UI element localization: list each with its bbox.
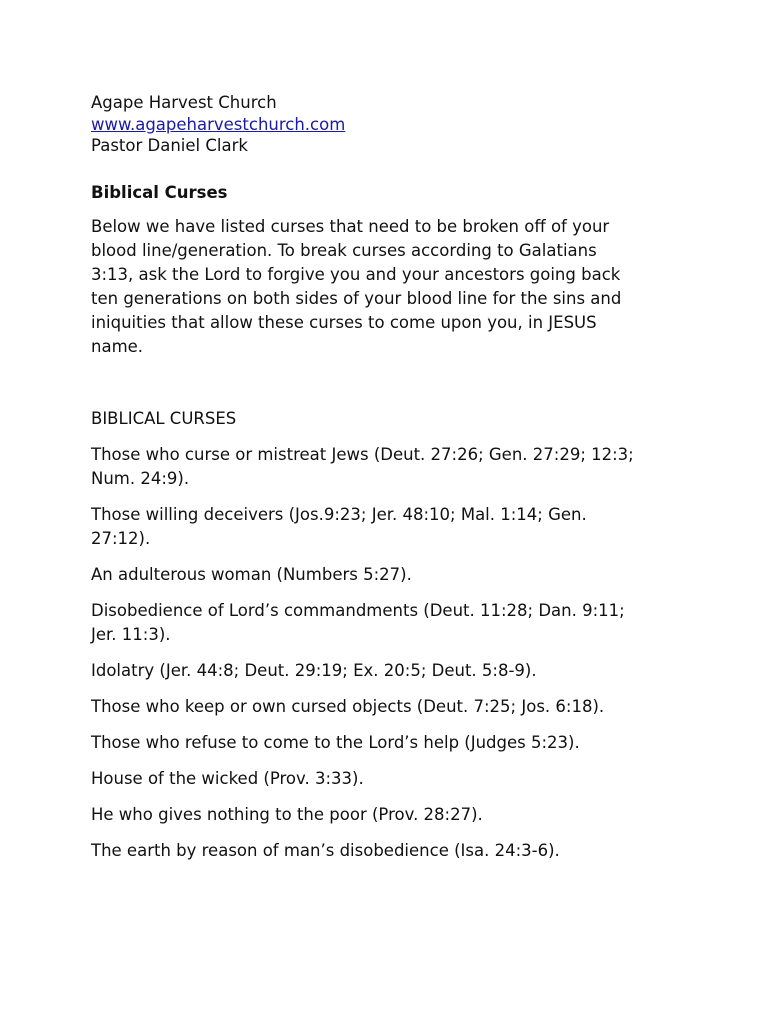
intro-line: Below we have listed curses that need to be broken off of your xyxy=(91,216,610,236)
list-item-line: Num. 24:9). xyxy=(91,468,190,488)
pastor-name: Pastor Daniel Clark xyxy=(91,136,248,155)
document-body xyxy=(91,92,691,863)
list-item xyxy=(91,731,691,755)
list-item-line: Those who keep or own cursed objects (Deut. 7:25; Jos. 6:18). xyxy=(91,696,605,716)
intro-line: 3:13, ask the Lord to forgive you and your ancestors going back xyxy=(91,264,621,284)
list-item xyxy=(91,599,691,647)
list-item-line: House of the wicked (Prov. 3:33). xyxy=(91,768,364,788)
section-label: BIBLICAL CURSES xyxy=(91,408,237,428)
list-item xyxy=(91,443,691,491)
list-item-line: Idolatry (Jer. 44:8; Deut. 29:19; Ex. 20:5; Deut. 5:8-9). xyxy=(91,660,537,680)
list-item xyxy=(91,695,691,719)
church-name: Agape Harvest Church xyxy=(91,93,277,112)
list-item-line: Jer. 11:3). xyxy=(91,624,171,644)
list-item xyxy=(91,767,691,791)
list-item-line: Those who curse or mistreat Jews (Deut. 27:26; Gen. 27:29; 12:3; xyxy=(91,444,634,464)
list-item-line: Disobedience of Lord’s commandments (Deut. 11:28; Dan. 9:11; xyxy=(91,600,625,620)
intro-line: ten generations on both sides of your blood line for the sins and xyxy=(91,288,622,308)
intro-line: name. xyxy=(91,336,144,356)
list-item xyxy=(91,659,691,683)
list-item-line: 27:12). xyxy=(91,528,151,548)
curse-list xyxy=(91,443,691,863)
intro-line: blood line/generation. To break curses according to Galatians xyxy=(91,240,597,260)
church-header xyxy=(91,92,691,157)
list-item xyxy=(91,503,691,551)
list-item-line: Those willing deceivers (Jos.9:23; Jer. 48:10; Mal. 1:14; Gen. xyxy=(91,504,587,524)
page-title: Biblical Curses xyxy=(91,182,228,202)
list-item xyxy=(91,839,691,863)
list-item xyxy=(91,803,691,827)
list-item-line: Those who refuse to come to the Lord’s help (Judges 5:23). xyxy=(91,732,580,752)
intro-line: iniquities that allow these curses to come upon you, in JESUS xyxy=(91,312,597,332)
list-item-line: He who gives nothing to the poor (Prov. 28:27). xyxy=(91,804,483,824)
list-item-line: The earth by reason of man’s disobedience (Isa. 24:3-6). xyxy=(91,840,560,860)
website-link[interactable]: www.agapeharvestchurch.com xyxy=(91,114,346,134)
intro-paragraph xyxy=(91,215,691,359)
list-item-line: An adulterous woman (Numbers 5:27). xyxy=(91,564,412,584)
list-item xyxy=(91,563,691,587)
